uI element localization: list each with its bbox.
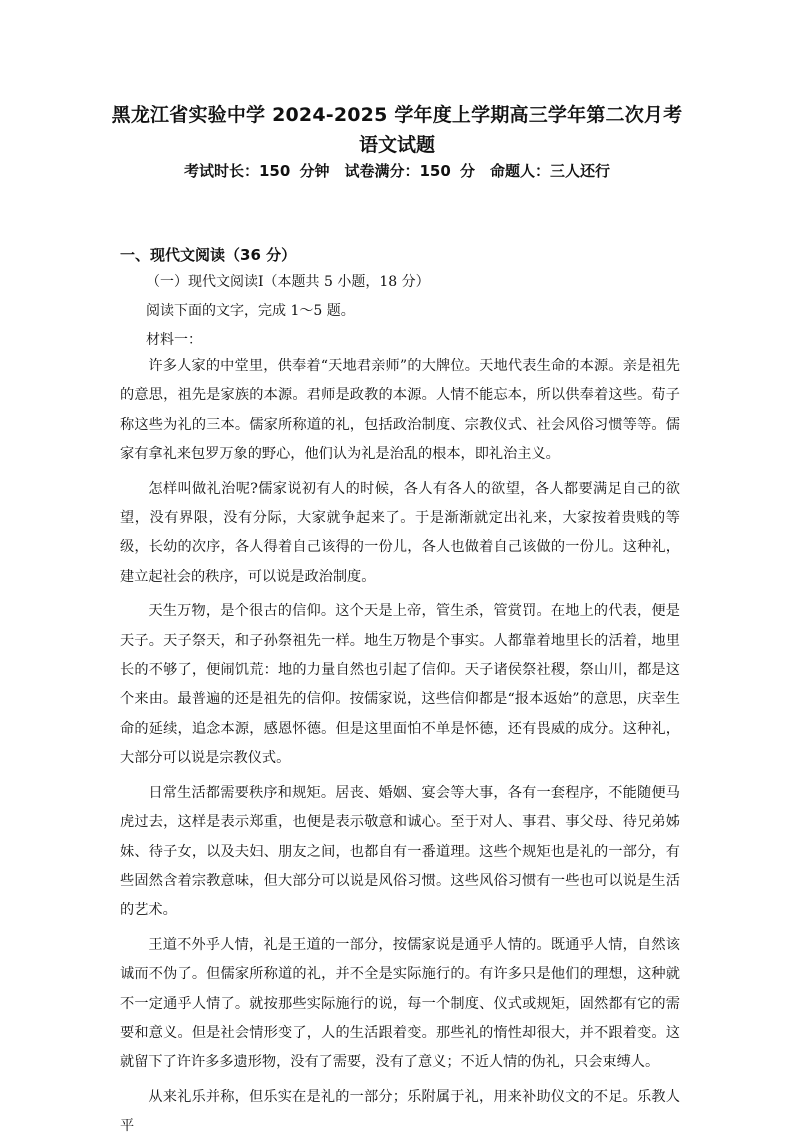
paragraph: 许多人家的中堂里，供奉着“天地君亲师”的大牌位。天地代表生命的本源。亲是祖先的意思，祖先是家族的本源。君师是政教的本源。人情不能忘本，所以供奉着这些。荀子称这些为礼的三本。儒家所称道的礼，包括政治制度、宗教仪式、社会风俗习惯等等。儒家有拿礼来包罗万象的野心，他们认为礼是治乱的根本，即礼治主义。	[120, 358, 680, 463]
part-label: （一）现代文阅读Ⅰ（本题共 5 小题，18 分）	[146, 274, 430, 290]
reading-instruction: 阅读下面的文字，完成 1～5 题。	[146, 303, 355, 319]
material-body	[120, 352, 680, 1142]
paragraph: 天生万物，是个很古的信仰。这个天是上帝，管生杀，管赏罚。在地上的代表，便是天子。天子祭天，和子孙祭祖先一样。地生万物是个事实。人都靠着地里长的活着，地里长的不够了，便闹饥荒：地的力量自然也引起了信仰。天子诸侯祭社稷，祭山川，都是这个来由。最普遍的还是祖先的信仰。按儒家说，这些信仰都是“报本返始”的意思，庆幸生命的延续，追念本源，感恩怀德。但是这里面怕不单是怀德，还有畏威的成分。这种礼，大部分可以说是宗教仪式。	[120, 603, 680, 767]
paragraph: 怎样叫做礼治呢?儒家说初有人的时候，各人有各人的欲望，各人都要满足自己的欲望，没有界限，没有分际，大家就争起来了。于是渐渐就定出礼来，大家按着贵贱的等级，长幼的次序，各人得着自己该得的一份儿，各人也做着自己该做的一份儿。这种礼，建立起社会的秩序，可以说是政治制度。	[120, 480, 680, 585]
paragraph: 日常生活都需要秩序和规矩。居丧、婚姻、宴会等大事，各有一套程序，不能随便马虎过去，这样是表示郑重，也便是表示敬意和诚心。至于对人、事君、事父母、待兄弟姊妹、待子女，以及夫妇、朋友之间，也都自有一番道理。这些个规矩也是礼的一部分，有些固然含着宗教意味，但大部分可以说是风俗习惯。这些风俗习惯有一些也可以说是生活的艺术。	[120, 784, 680, 919]
paragraph: 王道不外乎人情，礼是王道的一部分，按儒家说是通乎人情的。既通乎人情，自然该诚而不伪了。但儒家所称道的礼，并不全是实际施行的。有许多只是他们的理想，这种就不一定通乎人情了。就按那些实际施行的说，每一个制度、仪式或规矩，固然都有它的需要和意义。但是社会情形变了，人的生活跟着变。那些礼的惰性却很大，并不跟着变。这就留下了许许多多遗形物，没有了需要，没有了意义；不近人情的伪礼，只会束缚人。	[120, 936, 680, 1071]
material-label: 材料一：	[146, 332, 202, 348]
paragraph: 从来礼乐并称，但乐实在是礼的一部分；乐附属于礼，用来补助仪文的不足。乐教人平	[120, 1088, 680, 1135]
exam-title: 黑龙江省实验中学 2024-2025 学年度上学期高三学年第二次月考	[111, 104, 683, 126]
section-heading: 一、现代文阅读（36 分）	[120, 246, 297, 264]
exam-info: 考试时长：150 分钟 试卷满分：150 分 命题人：三人还行	[183, 162, 611, 180]
exam-subtitle: 语文试题	[358, 134, 435, 156]
